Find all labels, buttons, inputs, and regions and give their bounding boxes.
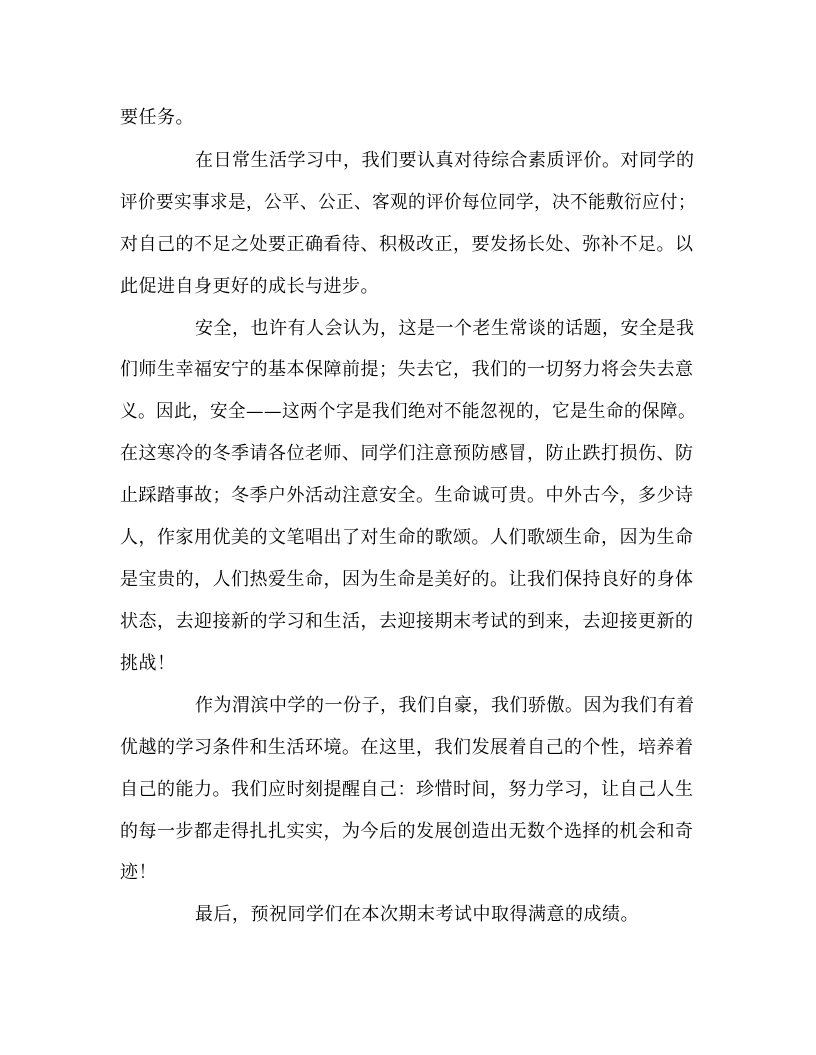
text-line: 状态，去迎接新的学习和生活，去迎接期末考试的到来，去迎接更新的: [120, 611, 694, 632]
text-line: 自己的能力。我们应时刻提醒自己：珍惜时间，努力学习，让自己人生: [120, 779, 694, 800]
text-line: 挑战！: [120, 653, 176, 674]
text-line: 此促进自身更好的成长与进步。: [120, 276, 379, 297]
text-line: 是宝贵的，人们热爱生命，因为生命是美好的。让我们保持良好的身体: [120, 569, 694, 590]
text-line: 在日常生活学习中，我们要认真对待综合素质评价。对同学的: [195, 150, 695, 171]
text-line: 优越的学习条件和生活环境。在这里，我们发展着自己的个性，培养着: [120, 737, 694, 758]
text-line: 作为渭滨中学的一份子，我们自豪，我们骄傲。因为我们有着: [195, 695, 695, 716]
text-line: 最后，预祝同学们在本次期末考试中取得满意的成绩。: [195, 904, 639, 925]
text-line: 迹！: [120, 862, 157, 883]
text-line: 对自己的不足之处要正确看待、积极改正，要发扬长处、弥补不足。以: [120, 234, 694, 255]
text-line: 要任务。: [120, 107, 194, 128]
text-line: 人，作家用优美的文笔唱出了对生命的歌颂。人们歌颂生命，因为生命: [120, 527, 694, 548]
text-line: 在这寒冷的冬季请各位老师、同学们注意预防感冒，防止跌打损伤、防: [120, 443, 694, 464]
text-line: 们师生幸福安宁的基本保障前提；失去它，我们的一切努力将会失去意: [120, 359, 694, 380]
text-line: 义。因此，安全——这两个字是我们绝对不能忽视的，它是生命的保障。: [120, 401, 697, 422]
text-line: 的每一步都走得扎扎实实，为今后的发展创造出无数个选择的机会和奇: [120, 821, 694, 842]
text-line: 评价要实事求是，公平、公正、客观的评价每位同学，决不能敷衍应付；: [120, 192, 697, 213]
text-line: 止踩踏事故；冬季户外活动注意安全。生命诚可贵。中外古今，多少诗: [120, 485, 694, 506]
text-line: 安全，也许有人会认为，这是一个老生常谈的话题，安全是我: [195, 318, 695, 339]
